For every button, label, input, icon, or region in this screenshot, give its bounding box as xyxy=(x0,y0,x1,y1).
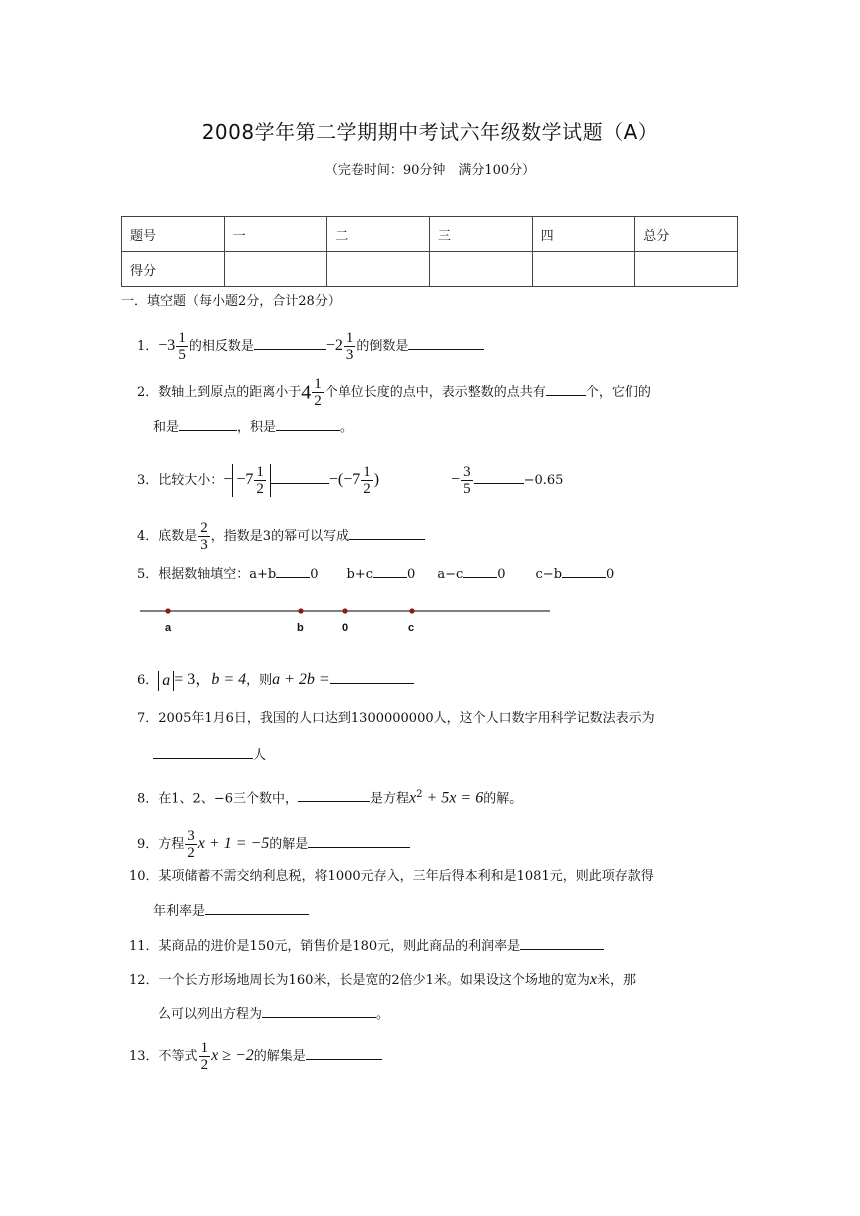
table-cell: 三 xyxy=(429,217,532,252)
question-number: 9． xyxy=(137,837,159,852)
question-number: 5． xyxy=(137,567,159,582)
denominator: 2 xyxy=(314,393,322,409)
numerator: 1 xyxy=(178,330,186,346)
question-number: 11． xyxy=(129,939,159,954)
denominator: 5 xyxy=(178,347,186,363)
denominator: 2 xyxy=(256,481,264,497)
math-expression: x xyxy=(409,789,417,807)
denominator: 2 xyxy=(363,481,371,497)
question-12-continued xyxy=(158,1005,389,1025)
math-expression: 4 xyxy=(301,381,312,404)
numerator: 3 xyxy=(187,828,195,844)
answer-blank[interactable] xyxy=(463,565,497,578)
math-expression: −7 xyxy=(236,471,254,488)
math-expression: x xyxy=(589,971,598,988)
table-cell: 四 xyxy=(532,217,635,252)
question-number: 12． xyxy=(129,973,159,988)
exam-subtitle: （完卷时间：90分钟 满分100分） xyxy=(324,163,536,178)
denominator: 5 xyxy=(463,481,471,497)
question-2 xyxy=(137,376,651,409)
table-row xyxy=(122,217,738,252)
table-cell: 题号 xyxy=(122,217,225,252)
answer-blank[interactable] xyxy=(520,937,604,950)
question-number: 3． xyxy=(137,473,159,488)
answer-blank[interactable] xyxy=(179,418,237,431)
numerator: 1 xyxy=(363,464,371,480)
fraction xyxy=(461,464,473,497)
math-expression: − xyxy=(223,471,233,488)
question-text: 某商品的进价是150元，销售价是180元，则此商品的利润率是 xyxy=(158,939,521,954)
question-3 xyxy=(137,464,563,497)
question-text: 的解是 xyxy=(269,837,309,852)
question-text: 2005年1月6日，我国的人口达到1300000000人，这个人口数字用科学记数法表示为 xyxy=(158,711,655,726)
fraction xyxy=(198,520,210,553)
math-expression: − xyxy=(451,471,461,488)
score-input-cell[interactable] xyxy=(429,252,532,287)
section-heading: 一．填空题（每小题2分，合计28分） xyxy=(121,294,341,309)
fraction xyxy=(254,464,266,497)
score-input-cell[interactable] xyxy=(224,252,327,287)
absolute-value xyxy=(232,464,271,497)
score-table xyxy=(121,216,738,287)
numerator: 1 xyxy=(200,1040,209,1056)
question-text: 米，那 xyxy=(597,973,637,988)
question-number: 1． xyxy=(137,339,159,354)
fraction xyxy=(176,330,188,363)
question-text: 一个长方形场地周长为160米，长是宽的2倍少1米。如果设这个场地的宽为 xyxy=(158,973,590,988)
question-text: ，指数是3的幂可以写成 xyxy=(210,529,350,544)
question-text: 年利率是 xyxy=(153,904,206,919)
question-text: 个单位长度的点中，表示整数的点共有 xyxy=(324,385,546,400)
numerator: 1 xyxy=(345,330,354,346)
question-text: 的解。 xyxy=(483,791,523,807)
answer-blank[interactable] xyxy=(298,789,370,802)
answer-blank[interactable] xyxy=(562,565,606,578)
number-line-label-zero: 0 xyxy=(342,622,349,634)
fraction xyxy=(199,1040,211,1073)
math-expression: −(−7 xyxy=(328,471,361,488)
answer-blank[interactable] xyxy=(254,337,326,350)
absolute-value: a xyxy=(158,671,174,691)
denominator: 2 xyxy=(200,1057,209,1073)
math-expression: b = 4 xyxy=(211,671,247,688)
math-expression: x ≥ −2 xyxy=(211,1047,254,1064)
question-1 xyxy=(137,330,484,363)
question-text: b+c xyxy=(346,567,374,582)
math-expression: + 5x = 6 xyxy=(422,789,484,807)
question-4 xyxy=(137,520,425,553)
question-text: 0 xyxy=(497,567,506,582)
numerator: 1 xyxy=(256,464,264,480)
math-expression: x + 1 = −5 xyxy=(197,835,270,852)
answer-blank[interactable] xyxy=(262,1005,376,1018)
answer-blank[interactable] xyxy=(205,902,309,915)
number-line-label-a: a xyxy=(165,622,172,634)
score-input-cell[interactable] xyxy=(532,252,635,287)
score-input-cell[interactable] xyxy=(327,252,430,287)
fraction xyxy=(312,376,324,409)
question-text: 不等式 xyxy=(158,1049,198,1064)
fraction xyxy=(185,828,197,861)
answer-blank[interactable] xyxy=(474,471,524,484)
question-10 xyxy=(129,867,654,887)
question-text: 。 xyxy=(340,420,354,435)
number-line xyxy=(130,600,560,624)
math-expression: −3 xyxy=(158,337,176,354)
answer-blank[interactable] xyxy=(408,337,484,350)
question-10-continued xyxy=(153,902,309,922)
question-8 xyxy=(137,785,522,809)
question-text: a−c xyxy=(437,567,464,582)
question-7-continued xyxy=(153,746,266,766)
numerator: 2 xyxy=(200,520,208,536)
question-text: c−b xyxy=(535,567,563,582)
answer-blank[interactable] xyxy=(306,1047,382,1060)
answer-blank[interactable] xyxy=(153,746,253,759)
question-text: 0 xyxy=(310,567,319,582)
question-text: 的解集是 xyxy=(253,1049,306,1064)
math-expression: −2 xyxy=(325,337,343,354)
question-text: 比较大小： xyxy=(158,473,224,488)
table-cell: 得分 xyxy=(122,252,225,287)
math-expression: ) xyxy=(373,471,380,488)
question-text: 的相反数是 xyxy=(188,339,254,354)
question-number: 13． xyxy=(129,1049,159,1064)
table-cell: 二 xyxy=(327,217,430,252)
numerator: 1 xyxy=(314,376,322,392)
answer-blank[interactable] xyxy=(373,565,407,578)
question-text: 和是 xyxy=(153,420,180,435)
question-9 xyxy=(137,828,410,861)
question-number: 7． xyxy=(137,711,159,726)
answer-blank[interactable] xyxy=(546,383,586,396)
question-text: 数轴上到原点的距离小于 xyxy=(158,385,302,400)
question-text: 的倒数是 xyxy=(356,339,409,354)
question-text: −0.65 xyxy=(523,473,564,488)
answer-blank[interactable] xyxy=(349,527,425,540)
question-number: 2． xyxy=(137,385,159,400)
question-2-continued xyxy=(153,418,353,438)
question-text: 人 xyxy=(253,748,267,763)
question-7 xyxy=(137,709,655,729)
table-row xyxy=(122,252,738,287)
question-text: 底数是 xyxy=(158,529,198,544)
point-b xyxy=(298,608,303,613)
point-a xyxy=(165,608,170,613)
fraction xyxy=(344,330,356,363)
denominator: 3 xyxy=(200,537,208,553)
math-expression: = 3， xyxy=(174,671,212,688)
answer-blank[interactable] xyxy=(276,565,310,578)
question-5 xyxy=(137,565,614,585)
question-11 xyxy=(129,937,604,957)
answer-blank[interactable] xyxy=(330,671,414,684)
question-text: 根据数轴填空：a+b xyxy=(158,567,277,582)
numerator: 3 xyxy=(463,464,471,480)
question-text: 。 xyxy=(376,1007,390,1022)
question-text: 是方程 xyxy=(370,791,410,807)
question-text: 在1、2、−6三个数中， xyxy=(158,791,298,807)
number-line-label-c: c xyxy=(408,622,415,634)
answer-blank[interactable] xyxy=(271,471,329,484)
number-line-label-b: b xyxy=(297,622,304,634)
math-exponent: 2 xyxy=(416,789,423,800)
table-cell: 一 xyxy=(224,217,327,252)
question-12 xyxy=(129,970,636,991)
question-text: 0 xyxy=(606,567,615,582)
fraction xyxy=(361,464,373,497)
question-text: 方程 xyxy=(158,837,185,852)
denominator: 3 xyxy=(345,347,354,363)
question-text: 0 xyxy=(407,567,416,582)
question-number: 8． xyxy=(137,791,159,807)
question-number: 10． xyxy=(129,869,159,884)
answer-blank[interactable] xyxy=(308,835,410,848)
denominator: 2 xyxy=(187,845,195,861)
point-zero xyxy=(342,608,347,613)
question-text: ，积是 xyxy=(237,420,277,435)
question-13 xyxy=(129,1040,382,1073)
math-expression: a + 2b = xyxy=(272,671,330,688)
question-number: 4． xyxy=(137,529,159,544)
question-text: 么可以列出方程为 xyxy=(158,1007,263,1022)
answer-blank[interactable] xyxy=(276,418,340,431)
question-number: 6． xyxy=(137,673,159,688)
question-6 xyxy=(137,670,414,691)
question-text: 某项储蓄不需交纳利息税，将1000元存入，三年后得本利和是1081元，则此项存款得 xyxy=(158,869,654,884)
point-c xyxy=(409,608,414,613)
question-text: ，则 xyxy=(246,673,273,688)
table-cell: 总分 xyxy=(635,217,738,252)
score-input-cell[interactable] xyxy=(635,252,738,287)
page-title: 2008学年第二学期期中考试六年级数学试题（A） xyxy=(201,120,659,144)
question-text: 个，它们的 xyxy=(585,385,651,400)
